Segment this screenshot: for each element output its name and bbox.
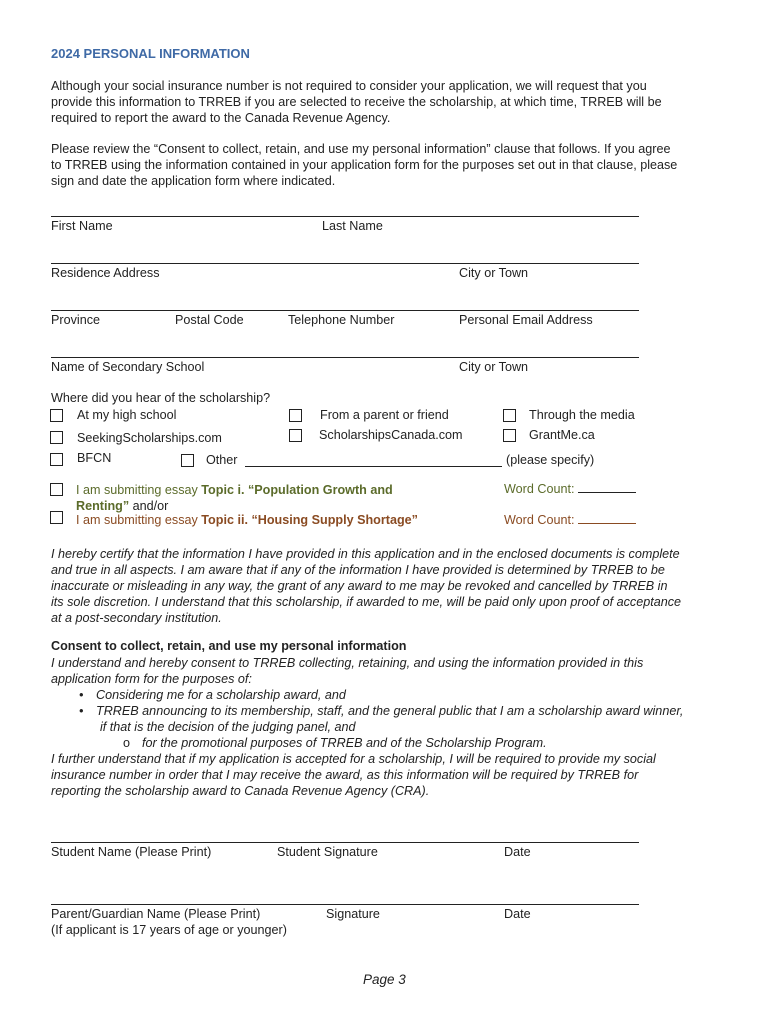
word-count-label: Word Count: [504,513,575,527]
province-label: Province [51,313,100,327]
school-city-label: City or Town [459,360,529,374]
option-other: Other [206,453,238,467]
consent-sub-bullet-text: for the promotional purposes of TRREB and of the Scholarship Program. [142,736,547,750]
checkbox-grantme[interactable] [503,429,516,442]
checkbox-bfcn[interactable] [50,453,63,466]
word-count-1 [504,482,636,496]
topic-1-text [76,482,393,514]
student-name-label: Student Name (Please Print) [51,845,212,859]
option-parent-friend: From a parent or friend [320,408,449,422]
consent-bullet: • Considering me for a scholarship award, and [79,688,346,702]
consent-bullet: • TRREB announcing to its membership, staff, and the general public that I am a scholarship award winner, [79,704,684,718]
word-count-2-field[interactable] [578,523,636,524]
secondary-school-label: Name of Secondary School [51,360,205,374]
student-signature-line[interactable] [51,842,639,843]
intro-line: provide this information to TRREB if you are selected to receive the scholarship, at which time, TRREB will be [51,95,662,109]
topic-2-title: Topic ii. “Housing Supply Shortage” [201,513,418,527]
consent-further: reporting the scholarship award to Canada Revenue Agency (CRA). [51,784,430,798]
consent-heading: Consent to collect, retain, and use my personal information [51,639,407,653]
option-media: Through the media [529,408,635,422]
option-seeking-scholarships: SeekingScholarships.com [77,431,222,445]
checkbox-other[interactable] [181,454,194,467]
parent-date-label: Date [504,907,531,921]
option-scholarships-canada: ScholarshipsCanada.com [319,428,463,442]
review-line: sign and date the application form where indicated. [51,174,336,188]
certify-line: inaccurate or misleading in any way, the grant of any award to me may be revoked and cancelled by TRREB in [51,579,668,593]
telephone-label: Telephone Number [288,313,395,327]
and-or-text: and/or [129,499,169,513]
contact-line[interactable] [51,310,639,311]
checkbox-topic-2[interactable] [50,511,63,524]
email-label: Personal Email Address [459,313,593,327]
first-name-label: First Name [51,219,113,233]
review-paragraph [51,141,711,189]
topic-2-text [76,513,418,527]
option-grantme: GrantMe.ca [529,428,595,442]
consent-lead: application form for the purposes of: [51,672,252,686]
option-high-school: At my high school [77,408,177,422]
consent-lead: I understand and hereby consent to TRREB collecting, retaining, and using the information provided in this [51,656,644,670]
residence-address-label: Residence Address [51,266,160,280]
intro-line: required to report the award to the Canada Revenue Agency. [51,111,391,125]
parent-signature-label: Signature [326,907,380,921]
consent-bullet-cont: if that is the decision of the judging panel, and [100,720,356,734]
intro-line: Although your social insurance number is not required to consider your application, we will request that you [51,79,647,93]
parent-signature-line[interactable] [51,904,639,905]
topic-1-title: Topic i. “Population Growth and [201,483,393,497]
checkbox-parent-friend[interactable] [289,409,302,422]
checkbox-topic-1[interactable] [50,483,63,496]
page-number: Page 3 [363,972,406,987]
review-line: to TRREB using the information contained in your application form for the purposes set out in that clause, please [51,158,678,172]
certification-paragraph [51,546,731,626]
checkbox-high-school[interactable] [50,409,63,422]
consent-bullet-text: TRREB announcing to its membership, staff, and the general public that I am a scholarship award winner, [96,704,684,718]
parent-note: (If applicant is 17 years of age or younger) [51,923,287,937]
hear-question: Where did you hear of the scholarship? [51,391,271,405]
last-name-label: Last Name [322,219,383,233]
certify-line: I hereby certify that the information I have provided in this application and in the enclosed documents is complete [51,547,680,561]
name-line[interactable] [51,216,639,217]
topic-2-prefix: I am submitting essay [76,513,202,527]
checkbox-seeking-scholarships[interactable] [50,431,63,444]
consent-further: insurance number in order that I may receive the award, as this information will be required by TRREB for [51,768,639,782]
city-label: City or Town [459,266,529,280]
page-title: 2024 PERSONAL INFORMATION [51,46,250,61]
please-specify-label: (please specify) [506,453,595,467]
student-signature-label: Student Signature [277,845,378,859]
word-count-label: Word Count: [504,482,575,496]
certify-line: at a post-secondary institution. [51,611,222,625]
consent-section [51,655,731,799]
postal-code-label: Postal Code [175,313,244,327]
school-line[interactable] [51,357,639,358]
topic-1-title-cont: Renting” [76,499,130,513]
parent-name-label: Parent/Guardian Name (Please Print) [51,907,261,921]
address-line[interactable] [51,263,639,264]
checkbox-media[interactable] [503,409,516,422]
consent-sub-bullet: o for the promotional purposes of TRREB and of the Scholarship Program. [123,736,547,750]
certify-line: its sole discretion. I understand that this scholarship, if awarded to me, will be paid only upon proof of acceptance [51,595,682,609]
consent-further: I further understand that if my application is accepted for a scholarship, I will be required to provide my social [51,752,656,766]
checkbox-scholarships-canada[interactable] [289,429,302,442]
intro-paragraph [51,78,711,126]
consent-bullet-text: Considering me for a scholarship award, and [96,688,346,702]
certify-line: and true in all aspects. I am aware that if any of the information I have provided is determined by TRREB to be [51,563,665,577]
review-line: Please review the “Consent to collect, retain, and use my personal information” clause that follows. If you agree [51,142,671,156]
word-count-1-field[interactable] [578,492,636,493]
option-bfcn: BFCN [77,451,112,465]
word-count-2 [504,513,636,527]
student-date-label: Date [504,845,531,859]
topic-1-prefix: I am submitting essay [76,483,202,497]
other-specify-field[interactable] [245,466,502,467]
